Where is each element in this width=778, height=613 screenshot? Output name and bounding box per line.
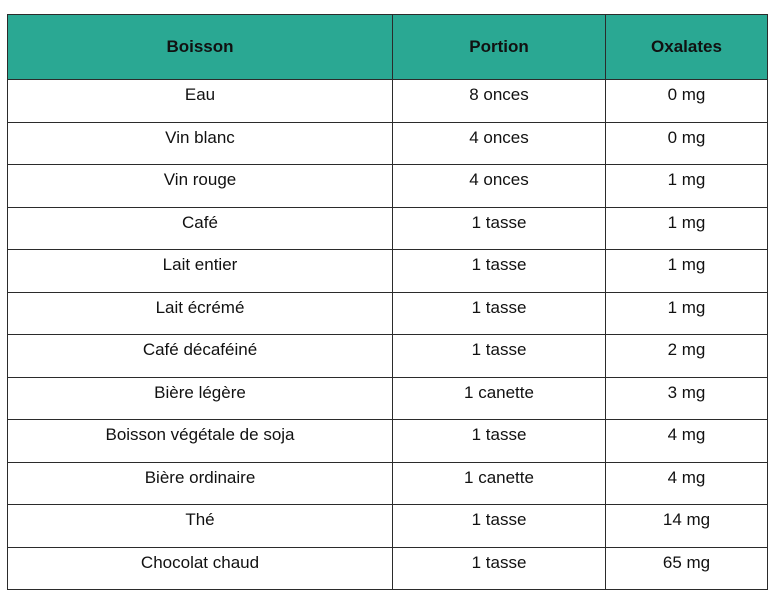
cell-portion: 1 canette [393, 377, 606, 420]
table-header [8, 15, 768, 80]
cell-oxalates: 0 mg [606, 80, 768, 123]
table-row [8, 292, 768, 335]
cell-boisson: Lait écrémé [8, 292, 393, 335]
table-row [8, 505, 768, 548]
cell-boisson: Chocolat chaud [8, 547, 393, 590]
cell-portion: 1 tasse [393, 292, 606, 335]
cell-oxalates: 1 mg [606, 292, 768, 335]
cell-portion: 1 tasse [393, 505, 606, 548]
beverage-oxalate-table [7, 14, 768, 590]
cell-portion: 1 tasse [393, 420, 606, 463]
cell-portion: 1 tasse [393, 250, 606, 293]
cell-portion: 8 onces [393, 80, 606, 123]
cell-boisson: Café [8, 207, 393, 250]
cell-oxalates: 4 mg [606, 462, 768, 505]
table-row [8, 377, 768, 420]
cell-portion: 1 canette [393, 462, 606, 505]
cell-oxalates: 3 mg [606, 377, 768, 420]
header-portion: Portion [393, 15, 606, 80]
table-row [8, 462, 768, 505]
cell-oxalates: 1 mg [606, 207, 768, 250]
table-row [8, 122, 768, 165]
cell-boisson: Bière légère [8, 377, 393, 420]
cell-oxalates: 1 mg [606, 165, 768, 208]
table-row [8, 80, 768, 123]
cell-boisson: Eau [8, 80, 393, 123]
cell-oxalates: 1 mg [606, 250, 768, 293]
cell-portion: 1 tasse [393, 547, 606, 590]
cell-portion: 4 onces [393, 165, 606, 208]
header-boisson: Boisson [8, 15, 393, 80]
cell-portion: 1 tasse [393, 335, 606, 378]
cell-boisson: Lait entier [8, 250, 393, 293]
cell-oxalates: 2 mg [606, 335, 768, 378]
cell-boisson: Bière ordinaire [8, 462, 393, 505]
header-row [8, 15, 768, 80]
cell-oxalates: 14 mg [606, 505, 768, 548]
cell-portion: 1 tasse [393, 207, 606, 250]
cell-boisson: Thé [8, 505, 393, 548]
table-row [8, 250, 768, 293]
table-row [8, 420, 768, 463]
cell-boisson: Vin blanc [8, 122, 393, 165]
header-oxalates: Oxalates [606, 15, 768, 80]
table-row [8, 547, 768, 590]
table-row [8, 207, 768, 250]
table-body [8, 80, 768, 590]
cell-boisson: Vin rouge [8, 165, 393, 208]
cell-oxalates: 65 mg [606, 547, 768, 590]
cell-oxalates: 4 mg [606, 420, 768, 463]
cell-boisson: Café décaféiné [8, 335, 393, 378]
table-row [8, 165, 768, 208]
table-row [8, 335, 768, 378]
cell-boisson: Boisson végétale de soja [8, 420, 393, 463]
cell-oxalates: 0 mg [606, 122, 768, 165]
cell-portion: 4 onces [393, 122, 606, 165]
